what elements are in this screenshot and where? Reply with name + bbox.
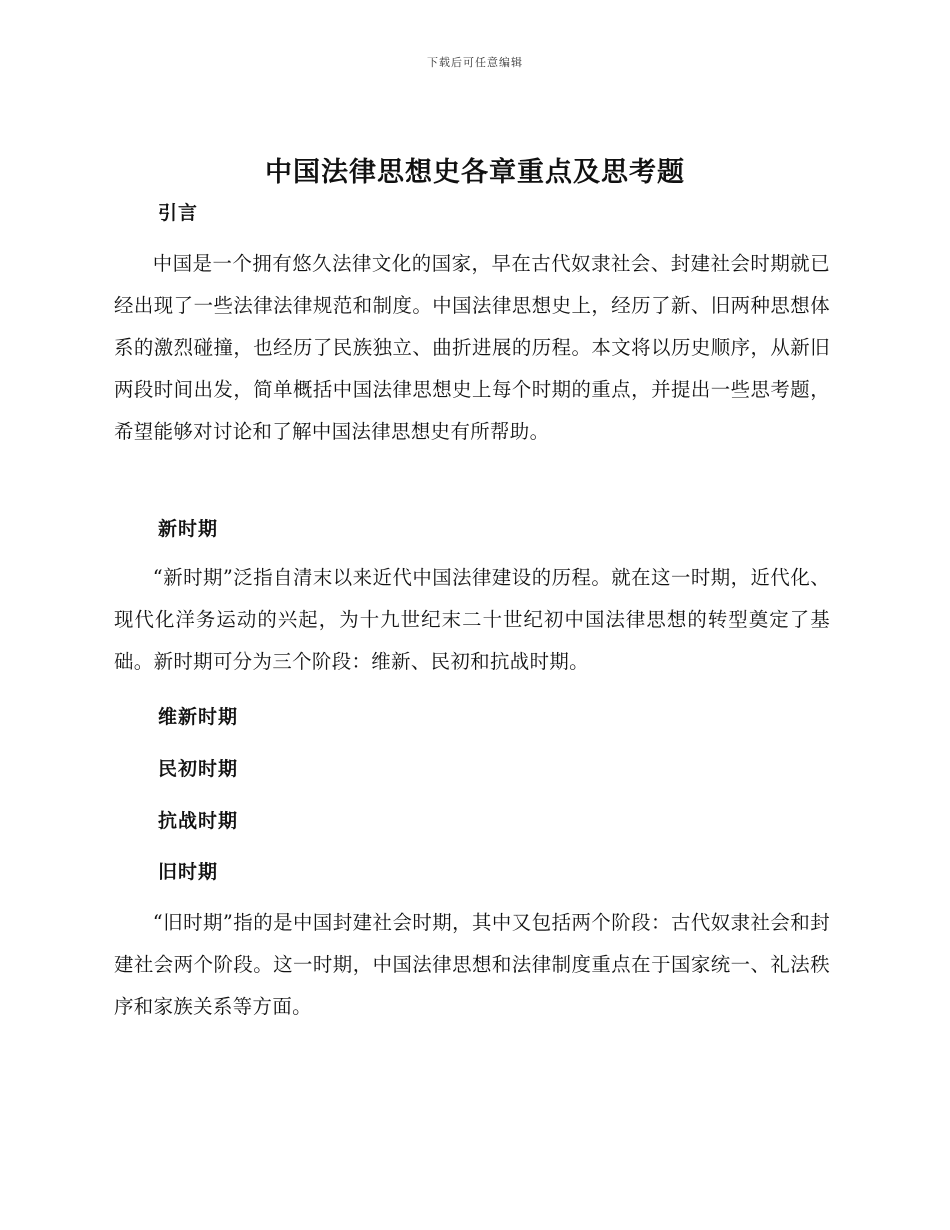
heading-new-period: 新时期: [158, 518, 219, 540]
heading-old-period: 旧时期: [158, 861, 219, 883]
heading-reform-period: 维新时期: [158, 706, 239, 728]
paragraph-intro: 中国是一个拥有悠久法律文化的国家，早在古代奴隶社会、封建社会时期就已经出现了一些法律法律规范和制度。中国法律思想史上，经历了新、旧两种思想体系的激烈碰撞，也经历了民族独立、曲折进展的历程。本文将以历史顺序，从新旧两段时间出发，简单概括中国法律思想史上每个时期的重点，并提出一些思考题，希望能够对讨论和了解中国法律思想史有所帮助。: [114, 252, 830, 443]
heading-war-period: 抗战时期: [158, 810, 239, 832]
document-title: 中国法律思想史各章重点及思考题: [265, 157, 685, 188]
heading-early-republic-period: 民初时期: [158, 758, 239, 780]
paragraph-new-period: “新时期”泛指自清末以来近代中国法律建设的历程。就在这一时期，近代化、现代化洋务运动的兴起，为十九世纪末二十世纪初中国法律思想的转型奠定了基础。新时期可分为三个阶段：维新、民初和抗战时期。: [114, 566, 830, 673]
paragraph-old-period: “旧时期”指的是中国封建社会时期，其中又包括两个阶段：古代奴隶社会和封建社会两个阶段。这一时期，中国法律思想和法律制度重点在于国家统一、礼法秩序和家族关系等方面。: [114, 911, 830, 1018]
heading-intro: 引言: [158, 202, 199, 224]
header-note: 下载后可任意编辑: [427, 56, 523, 69]
